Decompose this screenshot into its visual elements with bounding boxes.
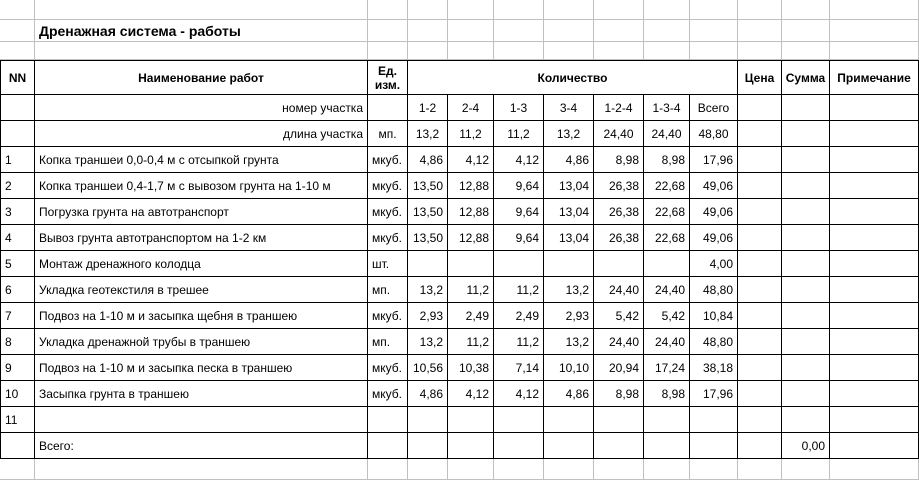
- length-value[interactable]: 11,2: [448, 121, 494, 147]
- sum-cell[interactable]: [782, 147, 830, 173]
- header-quantity[interactable]: Количество: [408, 60, 738, 95]
- quantity-value[interactable]: 13,2: [544, 277, 594, 303]
- work-name[interactable]: Вывоз грунта автотранспортом на 1-2 км: [35, 225, 368, 251]
- work-name[interactable]: Копка траншеи 0,4-1,7 м с вывозом грунта на 1-10 м: [35, 173, 368, 199]
- row-number[interactable]: 8: [0, 329, 35, 355]
- price-cell[interactable]: [738, 381, 782, 407]
- quantity-value[interactable]: [594, 407, 644, 433]
- row-number[interactable]: 4: [0, 225, 35, 251]
- quantity-value[interactable]: 12,88: [448, 225, 494, 251]
- empty-cell[interactable]: [408, 20, 448, 42]
- quantity-value[interactable]: 13,04: [544, 199, 594, 225]
- empty-cell[interactable]: [0, 121, 35, 147]
- quantity-value[interactable]: 10,84: [690, 303, 738, 329]
- quantity-value[interactable]: 49,06: [690, 173, 738, 199]
- quantity-value[interactable]: 13,50: [408, 173, 448, 199]
- quantity-value[interactable]: 2,93: [544, 303, 594, 329]
- empty-cell[interactable]: [544, 459, 594, 480]
- empty-cell[interactable]: [594, 459, 644, 480]
- empty-cell[interactable]: [0, 95, 35, 121]
- section-number[interactable]: 2-4: [448, 95, 494, 121]
- empty-cell[interactable]: [35, 459, 368, 480]
- empty-cell[interactable]: [494, 42, 544, 60]
- quantity-value[interactable]: 9,64: [494, 225, 544, 251]
- sum-cell[interactable]: [782, 355, 830, 381]
- price-cell[interactable]: [738, 199, 782, 225]
- quantity-value[interactable]: 48,80: [690, 329, 738, 355]
- work-unit[interactable]: мкуб.: [368, 173, 408, 199]
- empty-cell[interactable]: [0, 433, 35, 459]
- empty-cell[interactable]: [830, 42, 919, 60]
- quantity-value[interactable]: [594, 251, 644, 277]
- note-cell[interactable]: [830, 381, 919, 407]
- quantity-value[interactable]: 4,86: [544, 381, 594, 407]
- quantity-value[interactable]: 26,38: [594, 199, 644, 225]
- quantity-value[interactable]: 22,68: [644, 173, 690, 199]
- empty-cell[interactable]: [830, 433, 919, 459]
- note-cell[interactable]: [830, 199, 919, 225]
- price-cell[interactable]: [738, 147, 782, 173]
- length-value[interactable]: 13,2: [408, 121, 448, 147]
- sum-cell[interactable]: [782, 173, 830, 199]
- sum-cell[interactable]: [782, 407, 830, 433]
- empty-cell[interactable]: [594, 20, 644, 42]
- empty-cell[interactable]: [594, 0, 644, 20]
- empty-cell[interactable]: [35, 42, 368, 60]
- row-number[interactable]: 6: [0, 277, 35, 303]
- work-unit[interactable]: шт.: [368, 251, 408, 277]
- sum-cell[interactable]: [782, 329, 830, 355]
- quantity-value[interactable]: 7,14: [494, 355, 544, 381]
- work-unit[interactable]: мкуб.: [368, 225, 408, 251]
- row-number[interactable]: 11: [0, 407, 35, 433]
- quantity-value[interactable]: 9,64: [494, 173, 544, 199]
- quantity-value[interactable]: 8,98: [644, 147, 690, 173]
- empty-cell[interactable]: [494, 0, 544, 20]
- note-cell[interactable]: [830, 147, 919, 173]
- total-label[interactable]: Всего:: [35, 433, 368, 459]
- row-number[interactable]: 10: [0, 381, 35, 407]
- empty-cell[interactable]: [448, 20, 494, 42]
- quantity-value[interactable]: 2,93: [408, 303, 448, 329]
- quantity-value[interactable]: 13,2: [544, 329, 594, 355]
- work-name[interactable]: Копка траншеи 0,0-0,4 м с отсыпкой грунта: [35, 147, 368, 173]
- row-number[interactable]: 2: [0, 173, 35, 199]
- empty-cell[interactable]: [644, 42, 690, 60]
- empty-cell[interactable]: [738, 0, 782, 20]
- empty-cell[interactable]: [0, 20, 35, 42]
- quantity-value[interactable]: 13,50: [408, 225, 448, 251]
- quantity-value[interactable]: 5,42: [594, 303, 644, 329]
- empty-cell[interactable]: [408, 42, 448, 60]
- quantity-value[interactable]: 11,2: [448, 277, 494, 303]
- quantity-value[interactable]: 11,2: [448, 329, 494, 355]
- section-label[interactable]: номер участка: [35, 95, 368, 121]
- quantity-value[interactable]: 49,06: [690, 225, 738, 251]
- page-title[interactable]: Дренажная система - работы: [35, 20, 368, 42]
- work-name[interactable]: Засыпка грунта в траншею: [35, 381, 368, 407]
- header-price[interactable]: Цена: [738, 60, 782, 95]
- section-number[interactable]: 1-3: [494, 95, 544, 121]
- quantity-value[interactable]: 13,2: [408, 277, 448, 303]
- empty-cell[interactable]: [594, 433, 644, 459]
- empty-cell[interactable]: [644, 433, 690, 459]
- quantity-value[interactable]: 24,40: [644, 329, 690, 355]
- empty-cell[interactable]: [448, 459, 494, 480]
- note-cell[interactable]: [830, 407, 919, 433]
- quantity-value[interactable]: [644, 407, 690, 433]
- empty-cell[interactable]: [738, 433, 782, 459]
- sum-cell[interactable]: [782, 199, 830, 225]
- quantity-value[interactable]: 4,12: [494, 381, 544, 407]
- note-cell[interactable]: [830, 303, 919, 329]
- quantity-value[interactable]: [544, 407, 594, 433]
- empty-cell[interactable]: [782, 459, 830, 480]
- empty-cell[interactable]: [644, 459, 690, 480]
- work-name[interactable]: [35, 407, 368, 433]
- quantity-value[interactable]: 11,2: [494, 329, 544, 355]
- work-unit[interactable]: мкуб.: [368, 381, 408, 407]
- quantity-value[interactable]: 20,94: [594, 355, 644, 381]
- quantity-value[interactable]: 2,49: [448, 303, 494, 329]
- work-unit[interactable]: мкуб.: [368, 199, 408, 225]
- row-number[interactable]: 5: [0, 251, 35, 277]
- length-value[interactable]: 11,2: [494, 121, 544, 147]
- empty-cell[interactable]: [448, 433, 494, 459]
- note-cell[interactable]: [830, 277, 919, 303]
- quantity-value[interactable]: 22,68: [644, 225, 690, 251]
- price-cell[interactable]: [738, 329, 782, 355]
- quantity-value[interactable]: 17,24: [644, 355, 690, 381]
- empty-cell[interactable]: [830, 459, 919, 480]
- quantity-value[interactable]: 10,10: [544, 355, 594, 381]
- length-value[interactable]: 24,40: [644, 121, 690, 147]
- empty-cell[interactable]: [644, 0, 690, 20]
- empty-cell[interactable]: [690, 0, 738, 20]
- quantity-value[interactable]: 4,86: [408, 147, 448, 173]
- quantity-value[interactable]: 22,68: [644, 199, 690, 225]
- note-cell[interactable]: [830, 329, 919, 355]
- quantity-value[interactable]: 5,42: [644, 303, 690, 329]
- section-number[interactable]: Всего: [690, 95, 738, 121]
- empty-cell[interactable]: [368, 20, 408, 42]
- quantity-value[interactable]: 13,04: [544, 173, 594, 199]
- row-number[interactable]: 9: [0, 355, 35, 381]
- empty-cell[interactable]: [738, 95, 782, 121]
- empty-cell[interactable]: [782, 0, 830, 20]
- empty-cell[interactable]: [782, 20, 830, 42]
- note-cell[interactable]: [830, 251, 919, 277]
- price-cell[interactable]: [738, 407, 782, 433]
- empty-cell[interactable]: [368, 0, 408, 20]
- empty-cell[interactable]: [544, 433, 594, 459]
- empty-cell[interactable]: [544, 20, 594, 42]
- empty-cell[interactable]: [544, 42, 594, 60]
- empty-cell[interactable]: [738, 459, 782, 480]
- empty-cell[interactable]: [368, 95, 408, 121]
- empty-cell[interactable]: [0, 459, 35, 480]
- work-name[interactable]: Укладка дренажной трубы в траншею: [35, 329, 368, 355]
- length-label[interactable]: длина участка: [35, 121, 368, 147]
- quantity-value[interactable]: 4,12: [448, 147, 494, 173]
- work-unit[interactable]: мкуб.: [368, 147, 408, 173]
- row-number[interactable]: 7: [0, 303, 35, 329]
- quantity-value[interactable]: 12,88: [448, 173, 494, 199]
- empty-cell[interactable]: [544, 0, 594, 20]
- quantity-value[interactable]: 24,40: [594, 329, 644, 355]
- empty-cell[interactable]: [594, 42, 644, 60]
- length-unit[interactable]: мп.: [368, 121, 408, 147]
- empty-cell[interactable]: [782, 121, 830, 147]
- quantity-value[interactable]: [448, 251, 494, 277]
- quantity-value[interactable]: 24,40: [594, 277, 644, 303]
- quantity-value[interactable]: 13,50: [408, 199, 448, 225]
- price-cell[interactable]: [738, 277, 782, 303]
- quantity-value[interactable]: 4,86: [408, 381, 448, 407]
- empty-cell[interactable]: [448, 42, 494, 60]
- work-unit[interactable]: мкуб.: [368, 303, 408, 329]
- quantity-value[interactable]: 17,96: [690, 381, 738, 407]
- empty-cell[interactable]: [690, 459, 738, 480]
- length-value[interactable]: 13,2: [544, 121, 594, 147]
- quantity-value[interactable]: [494, 251, 544, 277]
- empty-cell[interactable]: [782, 42, 830, 60]
- quantity-value[interactable]: 8,98: [594, 381, 644, 407]
- empty-cell[interactable]: [368, 459, 408, 480]
- header-name[interactable]: Наименование работ: [35, 60, 368, 95]
- empty-cell[interactable]: [368, 433, 408, 459]
- quantity-value[interactable]: [408, 251, 448, 277]
- header-unit[interactable]: Ед. изм.: [368, 60, 408, 95]
- empty-cell[interactable]: [644, 20, 690, 42]
- quantity-value[interactable]: 4,12: [494, 147, 544, 173]
- length-value[interactable]: 24,40: [594, 121, 644, 147]
- work-name[interactable]: Укладка геотекстиля в трешее: [35, 277, 368, 303]
- price-cell[interactable]: [738, 303, 782, 329]
- quantity-value[interactable]: 49,06: [690, 199, 738, 225]
- sum-cell[interactable]: [782, 303, 830, 329]
- quantity-value[interactable]: 2,49: [494, 303, 544, 329]
- quantity-value[interactable]: 4,12: [448, 381, 494, 407]
- price-cell[interactable]: [738, 355, 782, 381]
- empty-cell[interactable]: [448, 0, 494, 20]
- price-cell[interactable]: [738, 251, 782, 277]
- quantity-value[interactable]: 12,88: [448, 199, 494, 225]
- section-number[interactable]: 1-2: [408, 95, 448, 121]
- quantity-value[interactable]: 10,56: [408, 355, 448, 381]
- quantity-value[interactable]: 13,04: [544, 225, 594, 251]
- length-value[interactable]: 48,80: [690, 121, 738, 147]
- price-cell[interactable]: [738, 173, 782, 199]
- work-unit[interactable]: мкуб.: [368, 355, 408, 381]
- quantity-value[interactable]: 11,2: [494, 277, 544, 303]
- empty-cell[interactable]: [738, 42, 782, 60]
- total-sum[interactable]: 0,00: [782, 433, 830, 459]
- quantity-value[interactable]: 8,98: [644, 381, 690, 407]
- sum-cell[interactable]: [782, 225, 830, 251]
- row-number[interactable]: 1: [0, 147, 35, 173]
- empty-cell[interactable]: [690, 42, 738, 60]
- section-number[interactable]: 1-3-4: [644, 95, 690, 121]
- note-cell[interactable]: [830, 173, 919, 199]
- quantity-value[interactable]: 13,2: [408, 329, 448, 355]
- quantity-value[interactable]: 48,80: [690, 277, 738, 303]
- quantity-value[interactable]: [544, 251, 594, 277]
- empty-cell[interactable]: [494, 20, 544, 42]
- work-name[interactable]: Монтаж дренажного колодца: [35, 251, 368, 277]
- quantity-value[interactable]: [644, 251, 690, 277]
- empty-cell[interactable]: [35, 0, 368, 20]
- work-unit[interactable]: мп.: [368, 329, 408, 355]
- empty-cell[interactable]: [408, 459, 448, 480]
- empty-cell[interactable]: [738, 20, 782, 42]
- quantity-value[interactable]: [408, 407, 448, 433]
- quantity-value[interactable]: 24,40: [644, 277, 690, 303]
- work-name[interactable]: Подвоз на 1-10 м и засыпка щебня в траншею: [35, 303, 368, 329]
- work-unit[interactable]: мп.: [368, 277, 408, 303]
- header-sum[interactable]: Сумма: [782, 60, 830, 95]
- quantity-value[interactable]: [494, 407, 544, 433]
- empty-cell[interactable]: [368, 42, 408, 60]
- quantity-value[interactable]: [690, 407, 738, 433]
- empty-cell[interactable]: [0, 42, 35, 60]
- row-number[interactable]: 3: [0, 199, 35, 225]
- empty-cell[interactable]: [830, 20, 919, 42]
- empty-cell[interactable]: [408, 0, 448, 20]
- empty-cell[interactable]: [0, 0, 35, 20]
- empty-cell[interactable]: [830, 0, 919, 20]
- empty-cell[interactable]: [830, 95, 919, 121]
- note-cell[interactable]: [830, 225, 919, 251]
- quantity-value[interactable]: 38,18: [690, 355, 738, 381]
- section-number[interactable]: 3-4: [544, 95, 594, 121]
- work-name[interactable]: Подвоз на 1-10 м и засыпка песка в траншею: [35, 355, 368, 381]
- empty-cell[interactable]: [830, 121, 919, 147]
- section-number[interactable]: 1-2-4: [594, 95, 644, 121]
- empty-cell[interactable]: [782, 95, 830, 121]
- empty-cell[interactable]: [690, 20, 738, 42]
- quantity-value[interactable]: 9,64: [494, 199, 544, 225]
- sum-cell[interactable]: [782, 251, 830, 277]
- quantity-value[interactable]: [448, 407, 494, 433]
- sum-cell[interactable]: [782, 277, 830, 303]
- empty-cell[interactable]: [690, 433, 738, 459]
- quantity-value[interactable]: 26,38: [594, 173, 644, 199]
- empty-cell[interactable]: [494, 459, 544, 480]
- price-cell[interactable]: [738, 225, 782, 251]
- quantity-value[interactable]: 8,98: [594, 147, 644, 173]
- empty-cell[interactable]: [738, 121, 782, 147]
- quantity-value[interactable]: 17,96: [690, 147, 738, 173]
- header-note[interactable]: Примечание: [830, 60, 919, 95]
- work-name[interactable]: Погрузка грунта на автотранспорт: [35, 199, 368, 225]
- quantity-value[interactable]: 4,86: [544, 147, 594, 173]
- empty-cell[interactable]: [408, 433, 448, 459]
- quantity-value[interactable]: 26,38: [594, 225, 644, 251]
- work-unit[interactable]: [368, 407, 408, 433]
- header-nn[interactable]: NN: [0, 60, 35, 95]
- note-cell[interactable]: [830, 355, 919, 381]
- quantity-value[interactable]: 10,38: [448, 355, 494, 381]
- empty-cell[interactable]: [494, 433, 544, 459]
- quantity-value[interactable]: 4,00: [690, 251, 738, 277]
- sum-cell[interactable]: [782, 381, 830, 407]
